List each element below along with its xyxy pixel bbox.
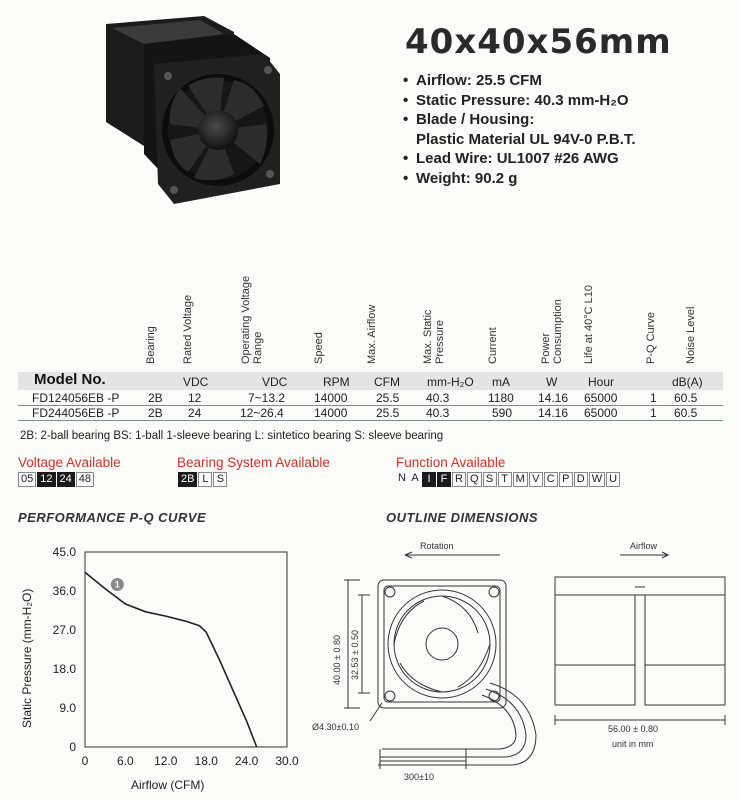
pq-y-tick-label: 0 <box>69 740 76 754</box>
units-band <box>18 372 723 390</box>
dim-depth: 56.00 ± 0.80 <box>608 724 658 734</box>
bearing-option: L <box>198 472 212 487</box>
function-option: D <box>574 472 588 487</box>
pq-x-tick-label: 12.0 <box>154 754 178 768</box>
cell-rated-voltage: 24 <box>188 406 202 420</box>
cell-power: 14.16 <box>538 391 569 405</box>
function-option: M <box>513 472 528 487</box>
cell-noise: 60.5 <box>674 391 698 405</box>
col-header-operating-voltage: Operating Voltage Range <box>240 275 264 364</box>
dim-hole-spacing: 32.53 ± 0.50 <box>350 630 360 680</box>
function-options <box>396 472 621 487</box>
cell-operating-voltage: 7~13.2 <box>248 391 286 405</box>
pq-curve-chart <box>0 520 320 800</box>
cell-pressure: 40.3 <box>426 391 450 405</box>
cell-airflow: 25.5 <box>376 406 400 420</box>
function-option: P <box>559 472 573 487</box>
cell-speed: 14000 <box>314 406 348 420</box>
cell-pq-curve: 1 <box>650 406 657 420</box>
function-option: R <box>452 472 466 487</box>
bearing-option: S <box>213 472 227 487</box>
col-header-max-airflow: Max. Airflow <box>366 304 378 364</box>
col-header-current: Current <box>487 327 499 364</box>
voltage-option-selected: 24 <box>57 472 75 487</box>
unit-power: W <box>546 375 558 389</box>
cell-pressure: 40.3 <box>426 406 450 420</box>
pq-y-ticks <box>53 545 77 754</box>
cell-pq-curve: 1 <box>650 391 657 405</box>
spec-airflow: • Airflow: 25.5 CFM <box>403 72 542 89</box>
bearing-available-title: Bearing System Available <box>177 455 330 470</box>
pq-series-line <box>85 572 257 747</box>
unit-operating-voltage: VDC <box>262 375 288 389</box>
pq-curve-title: PERFORMANCE P-Q CURVE <box>18 510 207 525</box>
unit-noise: dB(A) <box>672 375 703 389</box>
row-divider <box>18 405 723 406</box>
col-header-power: Power Consumption <box>540 299 564 364</box>
spec-blade-housing: • Blade / Housing: <box>403 111 535 128</box>
function-option: N <box>398 472 406 484</box>
spec-material: Plastic Material UL 94V-0 P.B.T. <box>416 130 636 148</box>
cell-speed: 14000 <box>314 391 348 405</box>
pq-x-tick-label: 24.0 <box>234 754 259 768</box>
outline-drawing <box>300 535 740 800</box>
unit-airflow: CFM <box>374 375 400 389</box>
cell-current: 590 <box>492 406 513 420</box>
cell-airflow: 25.5 <box>376 391 400 405</box>
unit-rated-voltage: VDC <box>183 375 209 389</box>
unit-speed: RPM <box>323 375 350 389</box>
cell-operating-voltage: 12~26.4 <box>240 406 284 420</box>
dim-frame-size: 40.00 ± 0.80 <box>332 635 342 685</box>
function-option: U <box>606 472 620 487</box>
table-bottom-rule <box>18 420 723 421</box>
pq-x-tick-label: 30.0 <box>275 754 299 768</box>
pq-y-axis-label: Static Pressure (mm-H₂O) <box>20 588 34 728</box>
airflow-label: Airflow <box>630 541 658 551</box>
col-header-rated-voltage: Rated Voltage <box>182 294 194 364</box>
pq-x-tick-label: 18.0 <box>194 754 218 768</box>
cell-model: FD124056EB -P <box>32 391 120 405</box>
outline-dimensions-title: OUTLINE DIMENSIONS <box>386 510 539 525</box>
model-no-header: Model No. <box>34 371 106 388</box>
cell-bearing: 2B <box>148 406 163 420</box>
voltage-option: 05 <box>18 472 36 487</box>
cell-model: FD244056EB -P <box>32 406 120 420</box>
cell-life: 65000 <box>584 406 618 420</box>
function-option: W <box>589 472 605 487</box>
unit-life: Hour <box>588 375 615 389</box>
cell-rated-voltage: 12 <box>188 391 202 405</box>
dim-lead-length: 300±10 <box>404 772 434 782</box>
function-option-selected: F <box>437 472 451 487</box>
voltage-available-title: Voltage Available <box>18 455 121 470</box>
voltage-options <box>18 472 95 487</box>
svg-text:1: 1 <box>114 579 120 590</box>
pq-curve-label <box>111 578 124 591</box>
spec-weight: • Weight: 90.2 g <box>403 169 518 187</box>
pq-x-tick-label: 6.0 <box>117 754 134 768</box>
function-option: C <box>544 472 558 487</box>
voltage-option-selected: 12 <box>37 472 55 487</box>
pq-y-tick-label: 27.0 <box>52 623 76 637</box>
col-header-pq-curve: P-Q Curve <box>645 312 657 364</box>
cell-current: 1180 <box>488 391 514 405</box>
fan-product-image <box>84 14 304 204</box>
pq-y-tick-label: 18.0 <box>52 662 76 676</box>
pq-y-tick-label: 45.0 <box>52 545 76 559</box>
col-header-speed: Speed <box>313 332 325 364</box>
function-option-selected: I <box>422 472 436 487</box>
bearing-options <box>178 472 228 487</box>
cell-noise: 60.5 <box>674 406 698 420</box>
cell-life: 65000 <box>584 391 618 405</box>
unit-pressure: mm-H₂O <box>427 375 474 389</box>
voltage-option: 48 <box>76 472 94 487</box>
spec-static-pressure: • Static Pressure: 40.3 mm-H₂O <box>403 91 629 109</box>
dim-hole-diameter: Ø4.30±0.10 <box>312 722 359 732</box>
pq-x-tick-label: 0 <box>81 754 89 768</box>
bearing-option-selected: 2B <box>178 472 197 487</box>
cell-power: 14.16 <box>538 406 569 420</box>
unit-current: mA <box>492 375 510 389</box>
function-option: S <box>483 472 497 487</box>
col-header-bearing: Bearing <box>145 326 157 364</box>
col-header-life: Life at 40°C L10 <box>583 284 595 364</box>
spec-lead-wire: • Lead Wire: UL1007 #26 AWG <box>403 150 619 167</box>
spec-list <box>403 71 636 188</box>
function-option: Q <box>467 472 482 487</box>
pq-y-tick-label: 9.0 <box>59 701 76 715</box>
pq-x-ticks <box>82 754 299 768</box>
bearing-legend-note: 2B: 2-ball bearing BS: 1-ball 1-sleeve bearing L: sintetico bearing S: sleeve bearing <box>20 430 444 442</box>
col-header-max-static-pressure: Max. Static Pressure <box>422 309 446 364</box>
product-size-title: 40x40x56mm <box>405 22 672 62</box>
function-option: T <box>498 472 512 487</box>
cell-bearing: 2B <box>148 391 163 405</box>
unit-note: unit in mm <box>612 739 654 749</box>
function-option: V <box>529 472 543 487</box>
pq-x-axis-label: Airflow (CFM) <box>131 778 205 792</box>
rotation-label: Rotation <box>420 541 454 551</box>
pq-y-tick-label: 36.0 <box>52 584 76 598</box>
function-option: A <box>411 472 419 484</box>
function-available-title: Function Available <box>396 455 506 470</box>
col-header-noise: Noise Level <box>685 306 697 364</box>
